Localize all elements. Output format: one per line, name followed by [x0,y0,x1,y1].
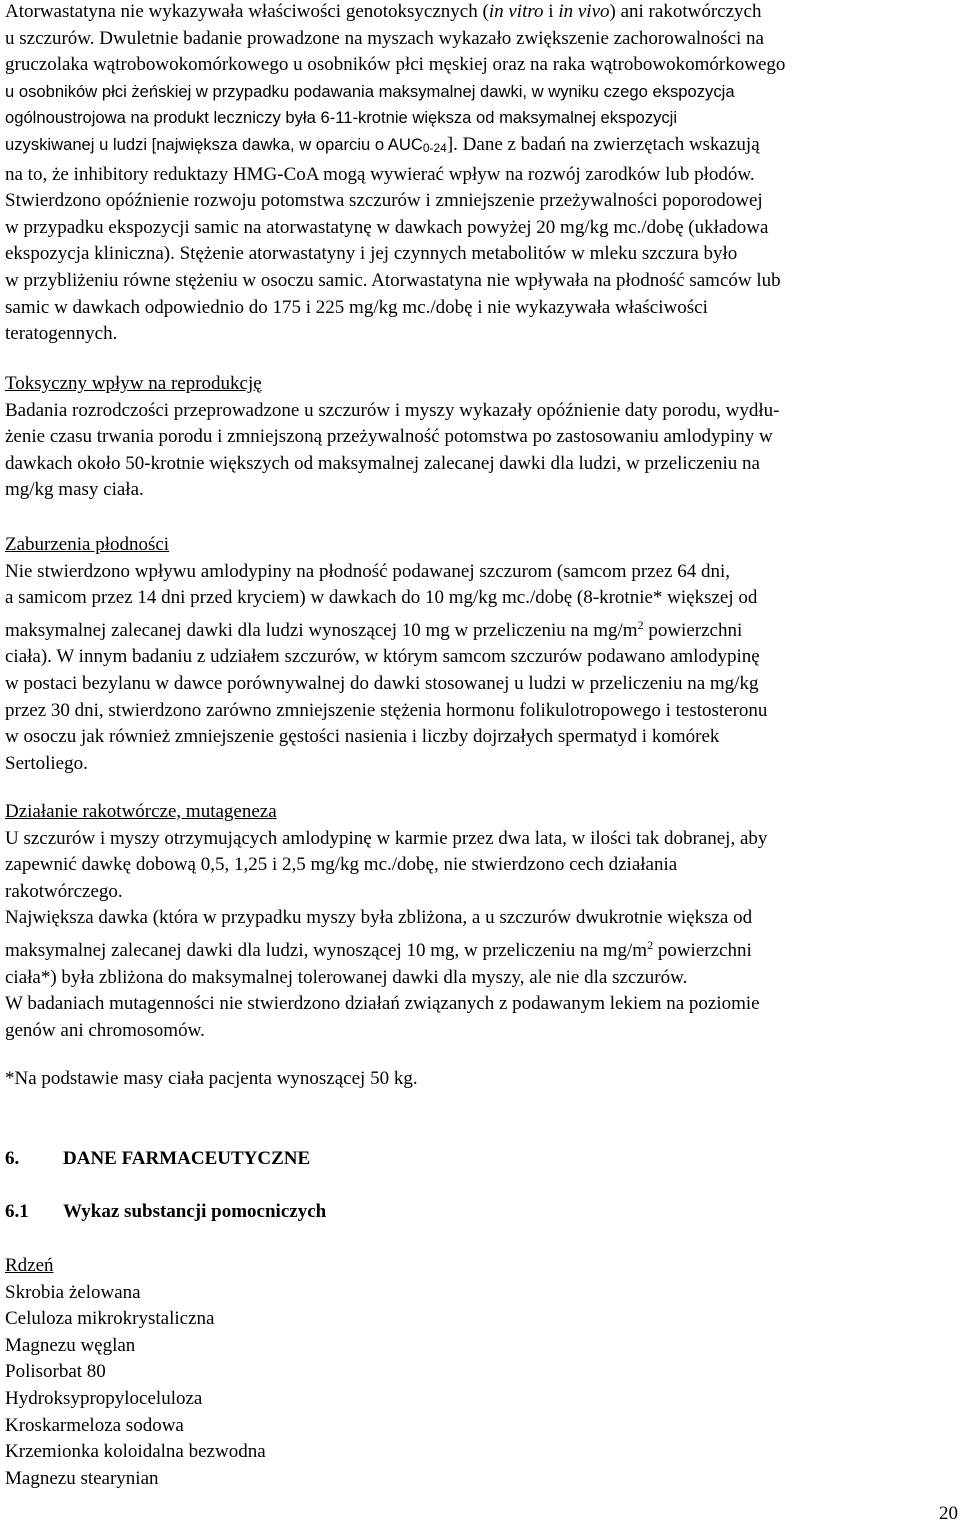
text-line: Badania rozrodczości przeprowadzone u szczurów i myszy wykazały opóźnienie daty porodu, wydłu- [5,399,780,421]
list-item: Celuloza mikrokrystaliczna [5,1308,215,1330]
subheading: Zaburzenia płodności [5,534,170,555]
subheading: Toksyczny wpływ na reprodukcję [5,373,262,394]
text-line: zapewnić dawkę dobową 0,5, 1,25 i 2,5 mg/kg mc./dobę, nie stwierdzono cech działania [5,854,678,876]
text-line: w osoczu jak również zmniejszenie gęstości nasienia i liczby dojrzałych spermatyd i komórek [5,726,720,748]
text-line: maksymalnej zalecanej dawki dla ludzi, wynoszącej 10 mg, w przeliczeniu na $mg/m^2$ powierzchni [5,937,752,961]
text-line: genów ani chromosomów. [5,1019,205,1041]
list-item: Krzemionka koloidalna bezwodna [5,1441,266,1463]
text-line: Największa dawka (która w przypadku myszy była zbliżona, a u szczurów dwukrotnie większa od [5,907,753,929]
text-line: ciała*) była zbliżona do maksymalnej tolerowanej dawki dla myszy, ale nie dla szczurów. [5,966,688,988]
list-item: Skrobia żelowana [5,1281,141,1303]
text-line: rakotwórczego. [5,880,123,902]
text-line: W badaniach mutagenności nie stwierdzono działań związanych z podawanym lekiem na poziomie [5,993,760,1015]
text-line: w przybliżeniu równe stężeniu w osoczu samic. Atorwastatyna nie wpływała na płodność samców lub [5,269,781,291]
text-line: gruczolaka wątrobowokomórkowego u osobników płci męskiej oraz na raka wątrobowokomórkowego [5,54,786,76]
section-title: Wykaz substancji pomocniczych [63,1201,327,1222]
text-line: u szczurów. Dwuletnie badanie prowadzone na myszach wykazało zwiększenie zachorowalności na [5,27,764,49]
excipients-list [5,1253,266,1492]
list-item: Magnezu węglan [5,1334,136,1356]
section-title: DANE FARMACEUTYCZNE [63,1148,311,1169]
list-item: Polisorbat 80 [5,1361,106,1383]
text-line: ogólnoustrojowa na produkt leczniczy była 6-11-krotnie większa od maksymalnej ekspozycji [5,108,678,128]
text-line: U szczurów i myszy otrzymujących amlodypinę w karmie przez dwa lata, w ilości tak dobranej, aby [5,827,768,849]
section-carcinogenicity [5,799,767,1044]
list-item: Hydroksypropyloceluloza [5,1387,203,1409]
text-line: w przypadku ekspozycji samic na atorwastatynę w dawkach powyżej 20 mg/kg mc./dobę (układowa [5,216,769,238]
section-fertility [5,532,767,777]
page-number: 20 [939,1503,958,1524]
subheading: Działanie rakotwórcze, mutageneza [5,801,277,822]
section-heading-6 [5,1146,310,1173]
text-line: żenie czasu trwania porodu i zmniejszoną przeżywalność potomstwa po zastosowaniu amlodypiny w [5,426,773,448]
section-reproductive-toxicity [5,371,780,504]
footnote-text: *Na podstawie masy ciała pacjenta wynoszącej 50 kg. [5,1068,418,1089]
text-line: dawkach około 50-krotnie większych od maksymalnej zalecanej dawki dla ludzi, w przeliczeniu na [5,452,760,474]
text-line: a samicom przez 14 dni przed kryciem) w dawkach do 10 mg/kg mc./dobę (8-krotnie* większej od [5,587,758,609]
section-number: 6. [5,1148,20,1169]
subheading: Rdzeń [5,1255,54,1276]
text-line: Sertoliego. [5,752,88,774]
text-line: ekspozycja kliniczna). Stężenie atorwastatyny i jej czynnych metabolitów w mleku szczura było [5,243,738,265]
text-line: samic w dawkach odpowiednio do 175 i 225 mg/kg mc./dobę i nie wykazywała właściwości [5,296,708,318]
text-line: teratogennych. [5,323,118,345]
section-number: 6.1 [5,1201,29,1222]
text-line: maksymalnej zalecanej dawki dla ludzi wynoszącej 10 mg w przeliczeniu na $mg/m^2$ powierzchni [5,617,743,641]
list-item: Magnezu stearynian [5,1467,159,1489]
text-line: w postaci bezylanu w dawce porównywalnej do dawki stosowanej u ludzi w przeliczeniu na mg/kg [5,672,759,694]
text-line: przez 30 dni, stwierdzono zarówno zmniejszenie stężenia hormonu folikulotropowego i testosteronu [5,699,768,721]
text-line: mg/kg masy ciała. [5,479,144,501]
footnote [5,1066,418,1093]
text-line: uzyskiwanej u ludzi [największa dawka, w oparciu o AUC0-24]. Dane z badań na zwierzętach wskazują [5,133,760,155]
section-heading-6-1 [5,1199,326,1226]
text-line: Nie stwierdzono wpływu amlodypiny na płodność podawanej szczurom (samcom przez 64 dni, [5,560,730,582]
text-line: Atorwastatyna nie wykazywała właściwości genotoksycznych (in vitro i in vivo) ani rakotwórczych [5,1,762,22]
text-line: u osobników płci żeńskiej w przypadku podawania maksymalnej dawki, w wyniku czego ekspozycja [5,81,735,101]
text-line: ciała). W innym badaniu z udziałem szczurów, w którym samcom szczurów podawano amlodypinę [5,646,760,668]
text-line: na to, że inhibitory reduktazy HMG-CoA mogą wywierać wpływ na rozwój zarodków lub płodów. [5,163,755,185]
text-line: Stwierdzono opóźnienie rozwoju potomstwa szczurów i zmniejszenie przeżywalności poporodowej [5,190,763,212]
list-item: Kroskarmeloza sodowa [5,1414,184,1436]
paragraph-atorvastatin-toxicology [5,0,785,348]
